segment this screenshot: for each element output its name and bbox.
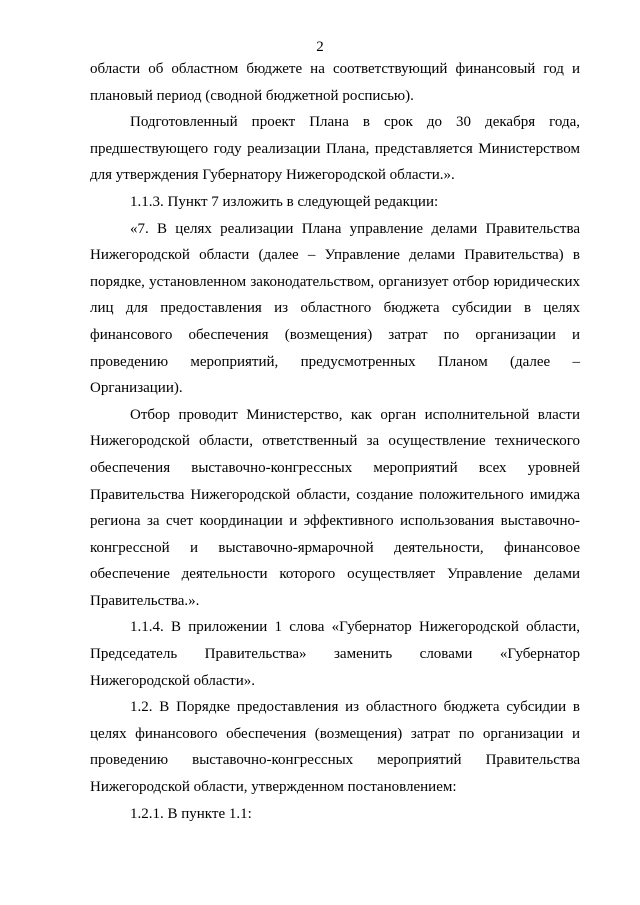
paragraph-continuation: области об областном бюджете на соответствующий финансовый год и плановый период (сводной бюджетной росписью). [90, 61, 580, 104]
paragraph-selection-ministry: Отбор проводит Министерство, как орган исполнительной власти Нижегородской области, ответственный за осуществление технического обеспечения выставочно-конгрессных мероприятий всех уровней Правительства Нижегородской области, создание положительного имиджа региона за счет координации и эффективного использования выставочно-конгрессной и выставочно-ярмарочной деятельности, финансовое обеспечение деятельности которого осуществляет Управление делами Правительства.». [90, 406, 580, 609]
paragraph-1-1-4: 1.1.4. В приложении 1 слова «Губернатор Нижегородской области, Председатель Правительства» заменить словами «Губернатор Нижегородской области». [90, 619, 580, 689]
paragraph-1-1-3: 1.1.3. Пункт 7 изложить в следующей редакции: [130, 193, 439, 210]
document-body [90, 56, 580, 827]
paragraph-1-2-1: 1.2.1. В пункте 1.1: [130, 805, 252, 822]
paragraph-plan-approval: Подготовленный проект Плана в срок до 30 декабря года, предшествующего году реализации Плана, представляется Министерством для утверждения Губернатору Нижегородской области.». [90, 114, 580, 184]
paragraph-item-7: «7. В целях реализации Плана управление делами Правительства Нижегородской области (далее – Управление делами Правительства) в порядке, установленном законодательством, организует отбор юридических лиц для предоставления из областного бюджета субсидии в целях финансового обеспечения (возмещения) затрат по организации и проведению мероприятий, предусмотренных Планом (далее – Организации). [90, 220, 580, 397]
paragraph-1-2: 1.2. В Порядке предоставления из областного бюджета субсидии в целях финансового обеспечения (возмещения) затрат по организации и проведению выставочно-конгрессных мероприятий Правительства Нижегородской области, утвержденном постановлением: [90, 699, 580, 796]
page-number: 2 [316, 39, 324, 55]
